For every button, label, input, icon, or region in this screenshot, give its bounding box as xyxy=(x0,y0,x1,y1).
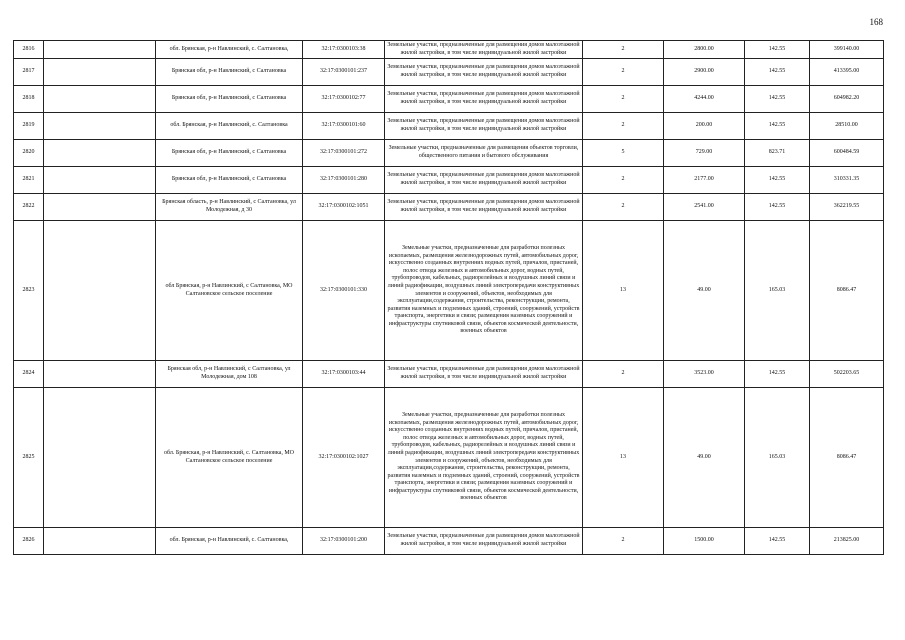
group-number-cell: 2 xyxy=(583,194,664,221)
group-number-cell: 13 xyxy=(583,221,664,361)
address-cell: обл Брянская, р-н Навлинский, с Салтановка, МО Салтановское сельское поселение xyxy=(156,221,303,361)
land-use-cell: Земельные участки, предназначенные для размещения объектов торговли, общественного питания и бытового обслуживания xyxy=(385,140,583,167)
cadastral-number-cell: 32:17:0300102:77 xyxy=(303,86,385,113)
empty-cell xyxy=(44,167,156,194)
row-number-cell: 2821 xyxy=(14,167,44,194)
empty-cell xyxy=(44,113,156,140)
empty-cell xyxy=(44,140,156,167)
cadastral-value-cell: 213825.00 xyxy=(810,528,884,555)
group-number-cell: 2 xyxy=(583,41,664,59)
land-register-table xyxy=(13,40,884,555)
table-row xyxy=(14,140,884,167)
table-row xyxy=(14,194,884,221)
land-use-cell: Земельные участки, предназначенные для размещения домов малоэтажной жилой застройки, в том числе индивидуальной жилой застройки xyxy=(385,41,583,59)
table-row xyxy=(14,113,884,140)
cadastral-number-cell: 32:17:0300102:1027 xyxy=(303,388,385,528)
table-row xyxy=(14,86,884,113)
rate-cell: 142.55 xyxy=(745,194,810,221)
cadastral-value-cell: 413395.00 xyxy=(810,59,884,86)
cadastral-value-cell: 28510.00 xyxy=(810,113,884,140)
land-use-cell: Земельные участки, предназначенные для размещения домов малоэтажной жилой застройки, в том числе индивидуальной жилой застройки xyxy=(385,194,583,221)
area-cell: 2177.00 xyxy=(664,167,745,194)
rate-cell: 823.71 xyxy=(745,140,810,167)
row-number-cell: 2826 xyxy=(14,528,44,555)
cadastral-number-cell: 32:17:0300103:44 xyxy=(303,361,385,388)
rate-cell: 165.03 xyxy=(745,221,810,361)
rate-cell: 142.55 xyxy=(745,41,810,59)
group-number-cell: 2 xyxy=(583,167,664,194)
group-number-cell: 2 xyxy=(583,113,664,140)
cadastral-number-cell: 32:17:0300101:330 xyxy=(303,221,385,361)
rate-cell: 142.55 xyxy=(745,167,810,194)
rate-cell: 142.55 xyxy=(745,86,810,113)
address-cell: Брянская обл, р-н Навлинский, с Салтановка xyxy=(156,86,303,113)
empty-cell xyxy=(44,221,156,361)
row-number-cell: 2818 xyxy=(14,86,44,113)
table-row xyxy=(14,41,884,59)
address-cell: Брянская обл, р-н Навлинский, с Салтановка, ул Молодежная, дом 108 xyxy=(156,361,303,388)
rate-cell: 142.55 xyxy=(745,113,810,140)
row-number-cell: 2820 xyxy=(14,140,44,167)
address-cell: Брянская обл, р-н Навлинский, с Салтановка xyxy=(156,140,303,167)
group-number-cell: 2 xyxy=(583,59,664,86)
area-cell: 3523.00 xyxy=(664,361,745,388)
cadastral-number-cell: 32:17:0300101:272 xyxy=(303,140,385,167)
empty-cell xyxy=(44,86,156,113)
area-cell: 729.00 xyxy=(664,140,745,167)
land-use-cell: Земельные участки, предназначенные для разработки полезных ископаемых, размещения железнодорожных путей, автомобильных дорог, искусственно созданных внутренних водных путей, причалов, пристаней, полос отвода железных и автомобильных дорог, водных путей, трубопроводов, кабельных, радиорелейных и воздушных линий связи и линий радиофикации, воздушных линий электропередачи конструктивных элементов и сооружений, объектов, необходимых для эксплуатации,содержания, строительства, реконструкции, ремонта, развития наземных и подземных зданий, строений, сооружений, устройств транспорта, энергетики и связи; размещения наземных сооружений и инфраструктуры спутниковой связи, объектов космической деятельности, военных объектов xyxy=(385,221,583,361)
area-cell: 2541.00 xyxy=(664,194,745,221)
group-number-cell: 2 xyxy=(583,361,664,388)
table-body xyxy=(14,41,884,555)
address-cell: обл. Брянская, р-н Навлинский, с. Салтановка, xyxy=(156,41,303,59)
row-number-cell: 2823 xyxy=(14,221,44,361)
land-use-cell: Земельные участки, предназначенные для размещения домов малоэтажной жилой застройки, в том числе индивидуальной жилой застройки xyxy=(385,361,583,388)
table-row xyxy=(14,388,884,528)
row-number-cell: 2816 xyxy=(14,41,44,59)
area-cell: 49.00 xyxy=(664,221,745,361)
area-cell: 2900.00 xyxy=(664,59,745,86)
land-use-cell: Земельные участки, предназначенные для размещения домов малоэтажной жилой застройки, в том числе индивидуальной жилой застройки xyxy=(385,113,583,140)
cadastral-number-cell: 32:17:0300103:38 xyxy=(303,41,385,59)
row-number-cell: 2824 xyxy=(14,361,44,388)
address-cell: обл. Брянская, р-н Навлинский, с. Салтановка, МО Салтановское сельское поселение xyxy=(156,388,303,528)
empty-cell xyxy=(44,41,156,59)
group-number-cell: 13 xyxy=(583,388,664,528)
table-row xyxy=(14,221,884,361)
cadastral-number-cell: 32:17:0300102:1051 xyxy=(303,194,385,221)
cadastral-value-cell: 8086.47 xyxy=(810,388,884,528)
cadastral-value-cell: 362219.55 xyxy=(810,194,884,221)
address-cell: Брянская обл, р-н Навлинский, с Салтановка xyxy=(156,59,303,86)
area-cell: 1500.00 xyxy=(664,528,745,555)
table-row xyxy=(14,361,884,388)
empty-cell xyxy=(44,528,156,555)
page-number: 168 xyxy=(869,17,883,27)
group-number-cell: 5 xyxy=(583,140,664,167)
area-cell: 200.00 xyxy=(664,113,745,140)
address-cell: обл. Брянская, р-н Навлинский, с. Салтановка xyxy=(156,113,303,140)
empty-cell xyxy=(44,361,156,388)
address-cell: Брянская обл, р-н Навлинский, с Салтановка xyxy=(156,167,303,194)
cadastral-value-cell: 604982.20 xyxy=(810,86,884,113)
land-use-cell: Земельные участки, предназначенные для размещения домов малоэтажной жилой застройки, в том числе индивидуальной жилой застройки xyxy=(385,59,583,86)
cadastral-number-cell: 32:17:0300101:200 xyxy=(303,528,385,555)
rate-cell: 165.03 xyxy=(745,388,810,528)
address-cell: Брянская область, р-н Навлинский, с Салтановка, ул Молодежная, д 30 xyxy=(156,194,303,221)
land-use-cell: Земельные участки, предназначенные для размещения домов малоэтажной жилой застройки, в том числе индивидуальной жилой застройки xyxy=(385,86,583,113)
table-row xyxy=(14,167,884,194)
rate-cell: 142.55 xyxy=(745,528,810,555)
cadastral-value-cell: 502203.65 xyxy=(810,361,884,388)
row-number-cell: 2819 xyxy=(14,113,44,140)
row-number-cell: 2825 xyxy=(14,388,44,528)
row-number-cell: 2822 xyxy=(14,194,44,221)
area-cell: 2800.00 xyxy=(664,41,745,59)
table-row xyxy=(14,59,884,86)
land-use-cell: Земельные участки, предназначенные для размещения домов малоэтажной жилой застройки, в том числе индивидуальной жилой застройки xyxy=(385,528,583,555)
cadastral-value-cell: 310331.35 xyxy=(810,167,884,194)
empty-cell xyxy=(44,194,156,221)
group-number-cell: 2 xyxy=(583,528,664,555)
cadastral-number-cell: 32:17:0300101:280 xyxy=(303,167,385,194)
empty-cell xyxy=(44,59,156,86)
cadastral-number-cell: 32:17:0300101:60 xyxy=(303,113,385,140)
cadastral-value-cell: 600484.59 xyxy=(810,140,884,167)
cadastral-number-cell: 32:17:0300101:237 xyxy=(303,59,385,86)
empty-cell xyxy=(44,388,156,528)
group-number-cell: 2 xyxy=(583,86,664,113)
area-cell: 4244.00 xyxy=(664,86,745,113)
cadastral-value-cell: 8086.47 xyxy=(810,221,884,361)
land-use-cell: Земельные участки, предназначенные для разработки полезных ископаемых, размещения железнодорожных путей, автомобильных дорог, искусственно созданных внутренних водных путей, причалов, пристаней, полос отвода железных и автомобильных дорог, водных путей, трубопроводов, кабельных, радиорелейных и воздушных линий связи и линий радиофикации, воздушных линий электропередачи конструктивных элементов и сооружений, объектов, необходимых для эксплуатации,содержания, строительства, реконструкции, ремонта, развития наземных и подземных зданий, строений, сооружений, устройств транспорта, энергетики и связи; размещения наземных сооружений и инфраструктуры спутниковой связи, объектов космической деятельности, военных объектов xyxy=(385,388,583,528)
land-use-cell: Земельные участки, предназначенные для размещения домов малоэтажной жилой застройки, в том числе индивидуальной жилой застройки xyxy=(385,167,583,194)
address-cell: обл. Брянская, р-н Навлинский, с. Салтановка, xyxy=(156,528,303,555)
rate-cell: 142.55 xyxy=(745,59,810,86)
row-number-cell: 2817 xyxy=(14,59,44,86)
area-cell: 49.00 xyxy=(664,388,745,528)
rate-cell: 142.55 xyxy=(745,361,810,388)
cadastral-value-cell: 399140.00 xyxy=(810,41,884,59)
table-row xyxy=(14,528,884,555)
